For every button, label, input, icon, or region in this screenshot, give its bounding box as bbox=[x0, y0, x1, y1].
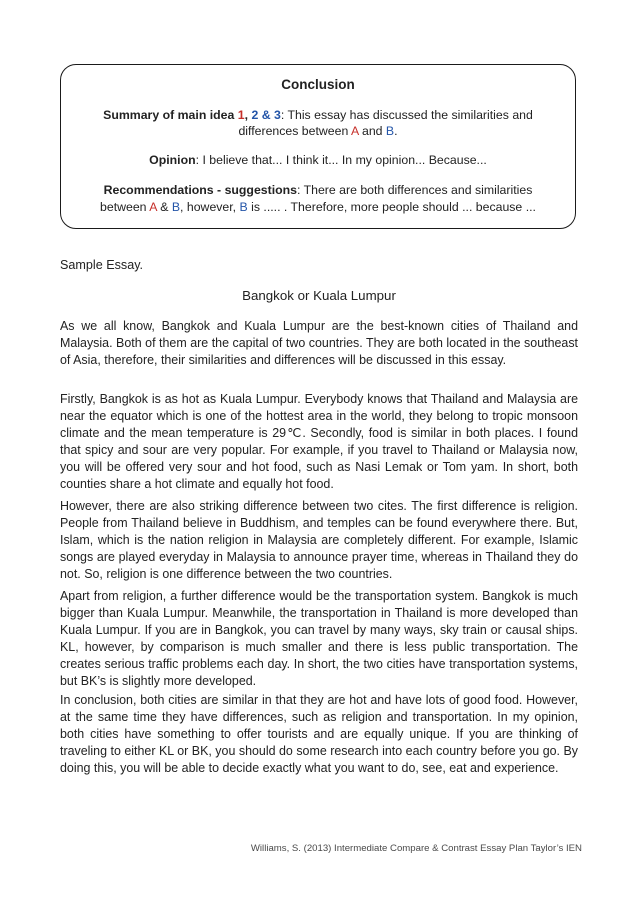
essay-title: Bangkok or Kuala Lumpur bbox=[242, 288, 396, 303]
summary-b: B bbox=[385, 124, 395, 138]
summary-num-2-3: 2 & 3 bbox=[251, 108, 281, 122]
summary-text-2: differences between bbox=[238, 124, 352, 138]
recommendations-b2: B bbox=[239, 200, 248, 214]
essay-paragraph-3: However, there are also striking difference between two cites. The first difference is religion. People from Thailand believe in Buddhism, and temples can be found everywhere there. But, Islam, which is the nation religion in Malaysia are completely different. For example, Islamic songs are played everyday in Malaysia to announce prayer time, whereas in Thailand they do not. So, religion is one difference between the two countries. bbox=[60, 499, 578, 581]
opinion-line bbox=[71, 152, 565, 168]
opinion-text: : I believe that... I think it... In my opinion... Because... bbox=[195, 153, 487, 167]
summary-label: Summary of main idea bbox=[103, 108, 238, 122]
summary-text-1: : This essay has discussed the similarities and bbox=[280, 108, 533, 122]
summary-end: . bbox=[394, 124, 398, 138]
recommendations-text-1: : There are both differences and similarities bbox=[297, 183, 533, 197]
recommendations-amp: & bbox=[156, 200, 172, 214]
summary-a: A bbox=[351, 124, 359, 138]
sample-essay-label: Sample Essay. bbox=[60, 258, 144, 272]
essay-paragraph-4: Apart from religion, a further difference would be the transportation system. Bangkok is much bigger than Kuala Lumpur. Meanwhile, the transportation in Thailand is more developed than Kuala Lumpur. If you are in Bangkok, you can travel by many ways, sky train or causal ships. KL, however, by comparison is much smaller and there is less public transportation. The creates serious traffic problems each day. In short, the two cities have transportation systems, but BK’s is slightly more developed. bbox=[60, 589, 578, 688]
opinion-label: Opinion bbox=[149, 153, 196, 167]
conclusion-box bbox=[60, 64, 576, 229]
recommendations-line-1 bbox=[71, 182, 565, 198]
summary-and: and bbox=[358, 124, 386, 138]
recommendations-rest: is ..... . Therefore, more people should ... because ... bbox=[247, 200, 536, 214]
recommendations-a: A bbox=[149, 200, 157, 214]
citation-footer: Williams, S. (2013) Intermediate Compare & Contrast Essay Plan Taylor’s IEN bbox=[250, 843, 582, 854]
summary-line-1 bbox=[71, 107, 565, 123]
recommendations-line-2 bbox=[71, 199, 565, 215]
essay-paragraph-5: In conclusion, both cities are similar in that they are hot and have lots of good food. However, at the same time they have differences, such as religion and transportation. In my opinion, both cities have something to offer tourists and are equally unique. If you are thinking of traveling to either KL or BK, you should do some research into each country before you go. By doing this, you will be able to decide exactly what you want to do, see, eat and experience. bbox=[60, 693, 578, 775]
recommendations-however: , however, bbox=[180, 200, 240, 214]
recommendations-b: B bbox=[171, 200, 181, 214]
conclusion-title: Conclusion bbox=[281, 77, 355, 92]
summary-num-1: 1 bbox=[237, 108, 245, 122]
recommendations-between: between bbox=[100, 200, 150, 214]
summary-line-2 bbox=[71, 123, 565, 139]
recommendations-label: Recommendations - suggestions bbox=[103, 183, 297, 197]
essay-paragraph-1: As we all know, Bangkok and Kuala Lumpur are the best-known cities of Thailand and Malaysia. Both of them are the capital of two countries. They are both located in the southeast of Asia, therefore, their similarities and differences will be discussed in this essay. bbox=[60, 319, 578, 367]
summary-sep: , bbox=[244, 108, 252, 122]
essay-paragraph-2: Firstly, Bangkok is as hot as Kuala Lumpur. Everybody knows that Thailand and Malaysia are near the equator which is one of the hottest area in the world, they belong to tropic monsoon climate and the mean temperature is 29℃. Secondly, food is similar in both places. I found that spicy and sour are very popular. For example, if you travel to Thailand or Malaysia now, you will be offered very sour and hot food, such as Nasi Lemak or Tom yam. In short, both counties share a hot climate and equally hot food. bbox=[60, 392, 578, 491]
